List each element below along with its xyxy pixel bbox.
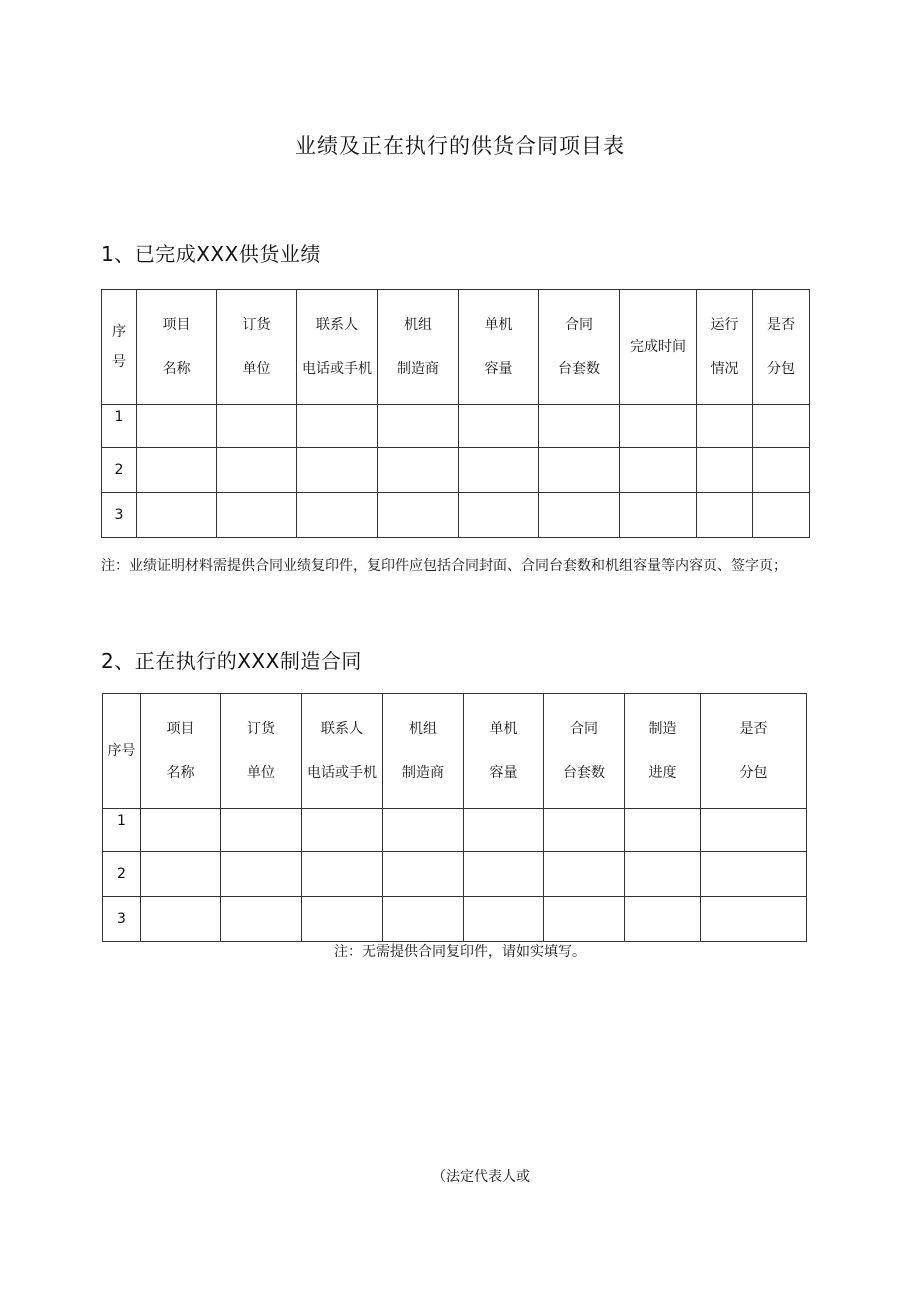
header-manufacturer: 机组 制造商 — [378, 290, 459, 405]
header-contact: 联系人 电话或手机 — [297, 290, 378, 405]
row-index: 3 — [103, 897, 141, 942]
header-contact: 联系人 电话或手机 — [302, 694, 383, 809]
table-row — [102, 493, 810, 538]
cell[interactable] — [625, 897, 701, 942]
section2-heading: 2、正在执行的XXX制造合同 — [101, 649, 362, 673]
cell[interactable] — [544, 852, 625, 897]
header-subcontract: 是否 分包 — [753, 290, 810, 405]
cell[interactable] — [297, 493, 378, 538]
header-order-unit: 订货 单位 — [217, 290, 297, 405]
completed-contracts-table — [101, 289, 810, 538]
row-index: 2 — [103, 852, 141, 897]
cell[interactable] — [297, 448, 378, 493]
cell[interactable] — [378, 448, 459, 493]
cell[interactable] — [701, 852, 807, 897]
cell[interactable] — [383, 897, 464, 942]
cell[interactable] — [544, 809, 625, 852]
table-row — [103, 809, 807, 852]
cell[interactable] — [302, 809, 383, 852]
legal-representative-label: （法定代表人或 — [432, 1169, 530, 1185]
header-seq: 序号 — [103, 694, 141, 809]
header-project-name: 项目 名称 — [141, 694, 221, 809]
cell[interactable] — [137, 493, 217, 538]
table-row — [103, 897, 807, 942]
cell[interactable] — [221, 809, 302, 852]
cell[interactable] — [753, 448, 810, 493]
cell[interactable] — [544, 897, 625, 942]
header-progress: 制造 进度 — [625, 694, 701, 809]
cell[interactable] — [539, 448, 620, 493]
header-subcontract: 是否 分包 — [701, 694, 807, 809]
table-row — [103, 852, 807, 897]
header-sets: 合同 台套数 — [539, 290, 620, 405]
cell[interactable] — [383, 809, 464, 852]
cell[interactable] — [753, 405, 810, 448]
cell[interactable] — [697, 448, 753, 493]
header-seq: 序 号 — [102, 290, 137, 405]
cell[interactable] — [697, 493, 753, 538]
row-index: 3 — [102, 493, 137, 538]
cell[interactable] — [383, 852, 464, 897]
header-capacity: 单机 容量 — [464, 694, 544, 809]
row-index: 1 — [103, 809, 141, 852]
cell[interactable] — [378, 405, 459, 448]
cell[interactable] — [141, 809, 221, 852]
header-order-unit: 订货 单位 — [221, 694, 302, 809]
cell[interactable] — [464, 809, 544, 852]
section2-note: 注：无需提供合同复印件，请如实填写。 — [334, 944, 586, 960]
cell[interactable] — [464, 852, 544, 897]
cell[interactable] — [217, 405, 297, 448]
cell[interactable] — [753, 493, 810, 538]
cell[interactable] — [625, 809, 701, 852]
cell[interactable] — [459, 405, 539, 448]
cell[interactable] — [302, 897, 383, 942]
header-manufacturer: 机组 制造商 — [383, 694, 464, 809]
header-project-name: 项目 名称 — [137, 290, 217, 405]
cell[interactable] — [137, 405, 217, 448]
cell[interactable] — [459, 493, 539, 538]
cell[interactable] — [221, 852, 302, 897]
cell[interactable] — [297, 405, 378, 448]
cell[interactable] — [221, 897, 302, 942]
section1-note: 注：业绩证明材料需提供合同业绩复印件，复印件应包括合同封面、合同台套数和机组容量等内容页、签字页； — [101, 558, 787, 574]
cell[interactable] — [620, 493, 697, 538]
header-completion-time: 完成时间 — [620, 290, 697, 405]
cell[interactable] — [217, 448, 297, 493]
header-sets: 合同 台套数 — [544, 694, 625, 809]
document-title: 业绩及正在执行的供货合同项目表 — [295, 134, 625, 158]
cell[interactable] — [625, 852, 701, 897]
cell[interactable] — [701, 809, 807, 852]
cell[interactable] — [217, 493, 297, 538]
table-row — [102, 448, 810, 493]
cell[interactable] — [459, 448, 539, 493]
cell[interactable] — [539, 405, 620, 448]
table-header-row — [102, 290, 810, 405]
cell[interactable] — [141, 897, 221, 942]
table-header-row — [103, 694, 807, 809]
row-index: 2 — [102, 448, 137, 493]
cell[interactable] — [464, 897, 544, 942]
cell[interactable] — [620, 448, 697, 493]
header-operation: 运行 情况 — [697, 290, 753, 405]
cell[interactable] — [137, 448, 217, 493]
cell[interactable] — [141, 852, 221, 897]
cell[interactable] — [302, 852, 383, 897]
cell[interactable] — [539, 493, 620, 538]
cell[interactable] — [620, 405, 697, 448]
row-index: 1 — [102, 405, 137, 448]
cell[interactable] — [697, 405, 753, 448]
cell[interactable] — [701, 897, 807, 942]
ongoing-contracts-table — [102, 693, 807, 942]
table-row — [102, 405, 810, 448]
section1-heading: 1、已完成XXX供货业绩 — [101, 242, 321, 266]
cell[interactable] — [378, 493, 459, 538]
header-capacity: 单机 容量 — [459, 290, 539, 405]
